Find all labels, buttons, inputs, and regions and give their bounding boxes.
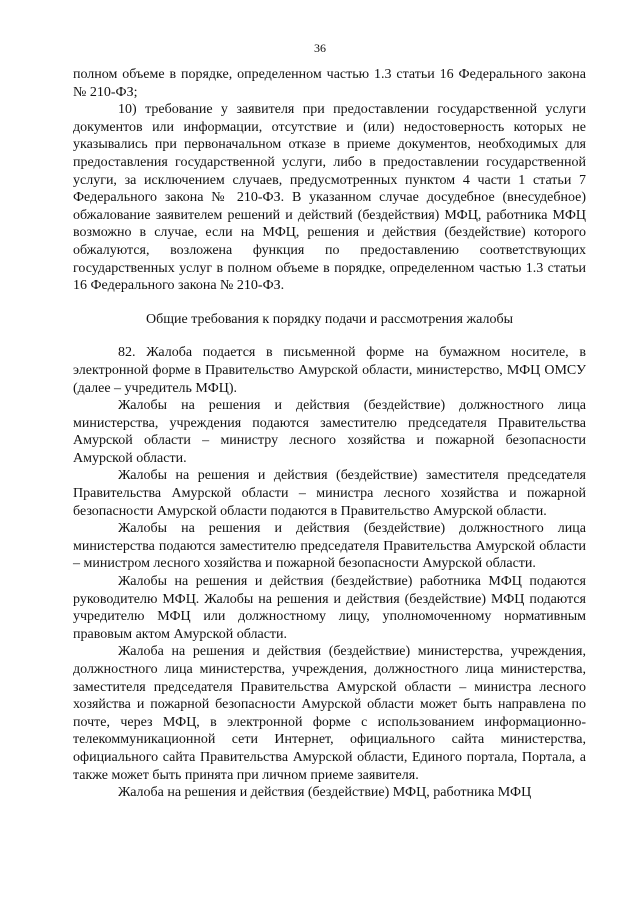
paragraph: Жалобы на решения и действия (бездействие) должностного лица министерства подаются заместителю председателя Правительства Амурской области – министром лесного хозяйства и пожарной безопасности Амурской области. [73, 521, 586, 572]
paragraph: Жалобы на решения и действия (бездействие) должностного лица министерства, учреждения подаются заместителю председателя Правительства Амурской области – министру лесного хозяйства и пожарной безопасности Амурской области. [73, 398, 586, 466]
paragraph-continuation: полном объеме в порядке, определенном частью 1.3 статьи 16 Федерального закона № 210-ФЗ; [73, 67, 586, 100]
paragraph-item-82: 82. Жалоба подается в письменной форме на бумажном носителе, в электронной форме в Правительство Амурской области, министерство, МФЦ ОМСУ (далее – учредитель МФЦ). [73, 345, 586, 396]
paragraph-item-10: 10) требование у заявителя при предоставлении государственной услуги документов или информации, отсутствие и (или) недостоверность которых не указывались при первоначальном отказе в приеме документов, необходимых для предоставления государственной услуги, либо в предоставлении государственной услуги, за исключением случаев, предусмотренных пунктом 4 части 1 статьи 7 Федерального закона № 210-ФЗ. В указанном случае досудебное (внесудебное) обжалование заявителем решений и действий (бездействия) МФЦ, работника МФЦ возможно в случае, если на МФЦ, решения и действия (бездействие) которого обжалуются, возложена функция по предоставлению соответствующих государственных услуг в полном объеме в порядке, определенном частью 1.3 статьи 16 Федерального закона № 210-ФЗ. [73, 102, 586, 294]
document-body [73, 66, 586, 802]
paragraph: Жалоба на решения и действия (бездействие) министерства, учреждения, должностного лица министерства, учреждения, должностного лица министерства, заместителя председателя Правительства Амурской области – министра лесного хозяйства и пожарной безопасности Амурской области может быть направлена по почте, через МФЦ, в электронной форме с использованием информационно-телекоммуникационной сети Интернет, официального сайта министерства, официального сайта Правительства Амурской области, Единого портала, Портала, а также может быть принята при личном приеме заявителя. [73, 644, 586, 783]
paragraph-truncated: Жалоба на решения и действия (бездействие) МФЦ, работника МФЦ [118, 785, 532, 801]
page-number: 36 [314, 41, 326, 55]
section-heading: Общие требования к порядку подачи и рассмотрения жалобы [145, 311, 514, 327]
paragraph: Жалобы на решения и действия (бездействие) работника МФЦ подаются руководителю МФЦ. Жалобы на решения и действия (бездействие) МФЦ подаются учредителю МФЦ или должностному лицу, уполномоченному нормативным правовым актом Амурской области. [73, 574, 586, 642]
paragraph: Жалобы на решения и действия (бездействие) заместителя председателя Правительства Амурской области – министра лесного хозяйства и пожарной безопасности Амурской области подаются в Правительство Амурской области. [73, 468, 586, 519]
